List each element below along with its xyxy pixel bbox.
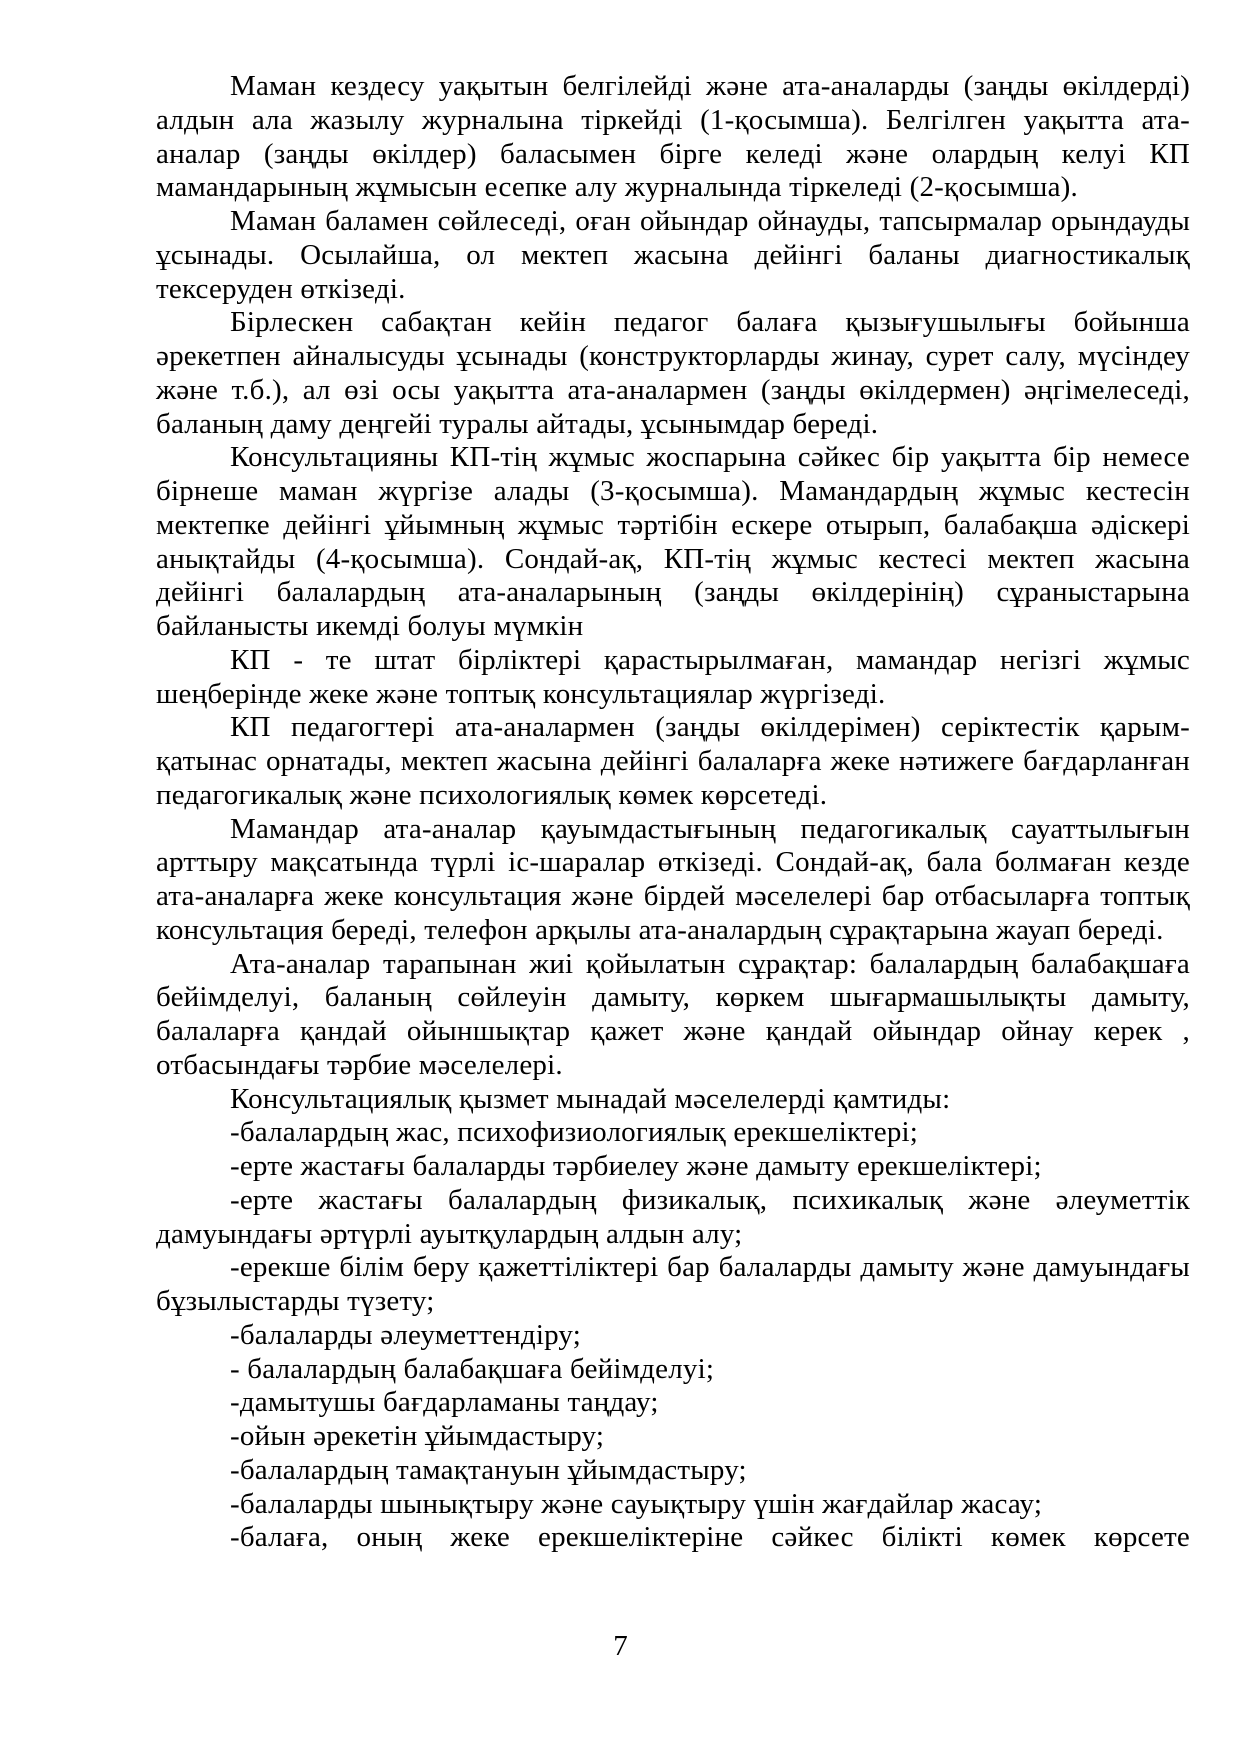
list-item-paragraph: - балалардың балабақшаға бейімделуі; bbox=[230, 1352, 715, 1385]
page-number: 7 bbox=[613, 1630, 628, 1662]
paragraph: КП педагогтері ата-аналармен (заңды өкілдерімен) серіктестік қарым-қатынас орнатады, мектеп жасына дейінгі балаларға жеке нәтижеге бағдарланған педагогикалық және психологиялық көмек көрсетеді. bbox=[156, 711, 1190, 811]
list-item-paragraph: -балалардың тамақтануын ұйымдастыру; bbox=[230, 1453, 747, 1486]
paragraph: Консультацияны КП-тің жұмыс жоспарына сәйкес бір уақытта бір немесе бірнеше маман жүргізе алады (3-қосымша). Мамандардың жұмыс кестесін мектепке дейінгі ұйымның жұмыс тәртібін ескере отырып, балабақша әдіскері анықтайды (4-қосымша). Сондай-ақ, КП-тің жұмыс кестесі мектеп жасына дейінгі балалардың ата-аналарының (заңды өкілдерінің) сұраныстарына байланысты икемді болуы мүмкін bbox=[156, 441, 1190, 642]
list-item-paragraph: -ойын әрекетін ұйымдастыру; bbox=[230, 1420, 605, 1452]
list-item-paragraph: -балаларды шынықтыру және сауықтыру үшін жағдайлар жасау; bbox=[230, 1487, 1043, 1520]
paragraph: КП - те штат бірліктері қарастырылмаған, мамандар негізгі жұмыс шеңберінде жеке және топтық консультациялар жүргізеді. bbox=[156, 643, 1190, 710]
paragraph: Ата-аналар тарапынан жиі қойылатын сұрақтар: балалардың балабақшаға бейімделуі, баланың сөйлеуін дамыту, көркем шығармашылықты дамыту, балаларға қандай ойыншықтар қажет және қандай ойындар ойнау керек , отбасындағы тәрбие мәселелері. bbox=[156, 947, 1190, 1081]
paragraph: Консультациялық қызмет мынадай мәселелерді қамтиды: bbox=[230, 1082, 951, 1115]
list-item-paragraph: -балаларды әлеуметтендіру; bbox=[230, 1318, 581, 1351]
paragraph: Бірлескен сабақтан кейін педагог балаға қызығушылығы бойынша әрекетпен айналысуды ұсынады (конструкторларды жинау, сурет салу, мүсіндеу және т.б.), ал өзі осы уақытта ата-аналармен (заңды өкілдермен) әңгімелеседі, баланың даму деңгейі туралы айтады, ұсынымдар береді. bbox=[156, 306, 1190, 440]
list-item-paragraph: -балалардың жас, психофизиологиялық ерекшеліктері; bbox=[230, 1116, 919, 1149]
paragraph: Мамандар ата-аналар қауымдастығының педагогикалық сауаттылығын арттыру мақсатында түрлі іс-шаралар өткізеді. Сондай-ақ, бала болмаған кезде ата-аналарға жеке консультация және бірдей мәселелері бар отбасыларға топтық консультация береді, телефон арқылы ата-аналардың сұрақтарына жауап береді. bbox=[156, 812, 1190, 946]
text-content bbox=[156, 70, 1190, 1555]
list-item-paragraph: -ерте жастағы балалардың физикалық, психикалық және әлеуметтік дамуындағы әртүрлі ауытқулардың алдын алу; bbox=[156, 1183, 1190, 1250]
paragraph: Маман кездесу уақытын белгілейді және ата-аналарды (заңды өкілдерді) алдын ала жазылу журналына тіркейді (1-қосымша). Белгілген уақытта ата-аналар (заңды өкілдер) баласымен бірге келеді және олардың келуі КП мамандарының жұмысын есепке алу журналында тіркеледі (2-қосымша). bbox=[156, 70, 1190, 204]
list-item-paragraph: -ерекше білім беру қажеттіліктері бар балаларды дамыту және дамуындағы бұзылыстарды түзету; bbox=[156, 1251, 1190, 1317]
list-item-paragraph: -балаға, оның жеке ерекшеліктеріне сәйкес білікті көмек көрсете bbox=[230, 1521, 1190, 1554]
list-item-paragraph: -дамытушы бағдарламаны таңдау; bbox=[230, 1386, 659, 1419]
paragraph: Маман баламен сөйлеседі, оған ойындар ойнауды, тапсырмалар орындауды ұсынады. Осылайша, ол мектеп жасына дейінгі баланы диагностикалық тексеруден өткізеді. bbox=[156, 205, 1190, 305]
list-item-paragraph: -ерте жастағы балаларды тәрбиелеу және дамыту ерекшеліктері; bbox=[230, 1150, 1042, 1182]
